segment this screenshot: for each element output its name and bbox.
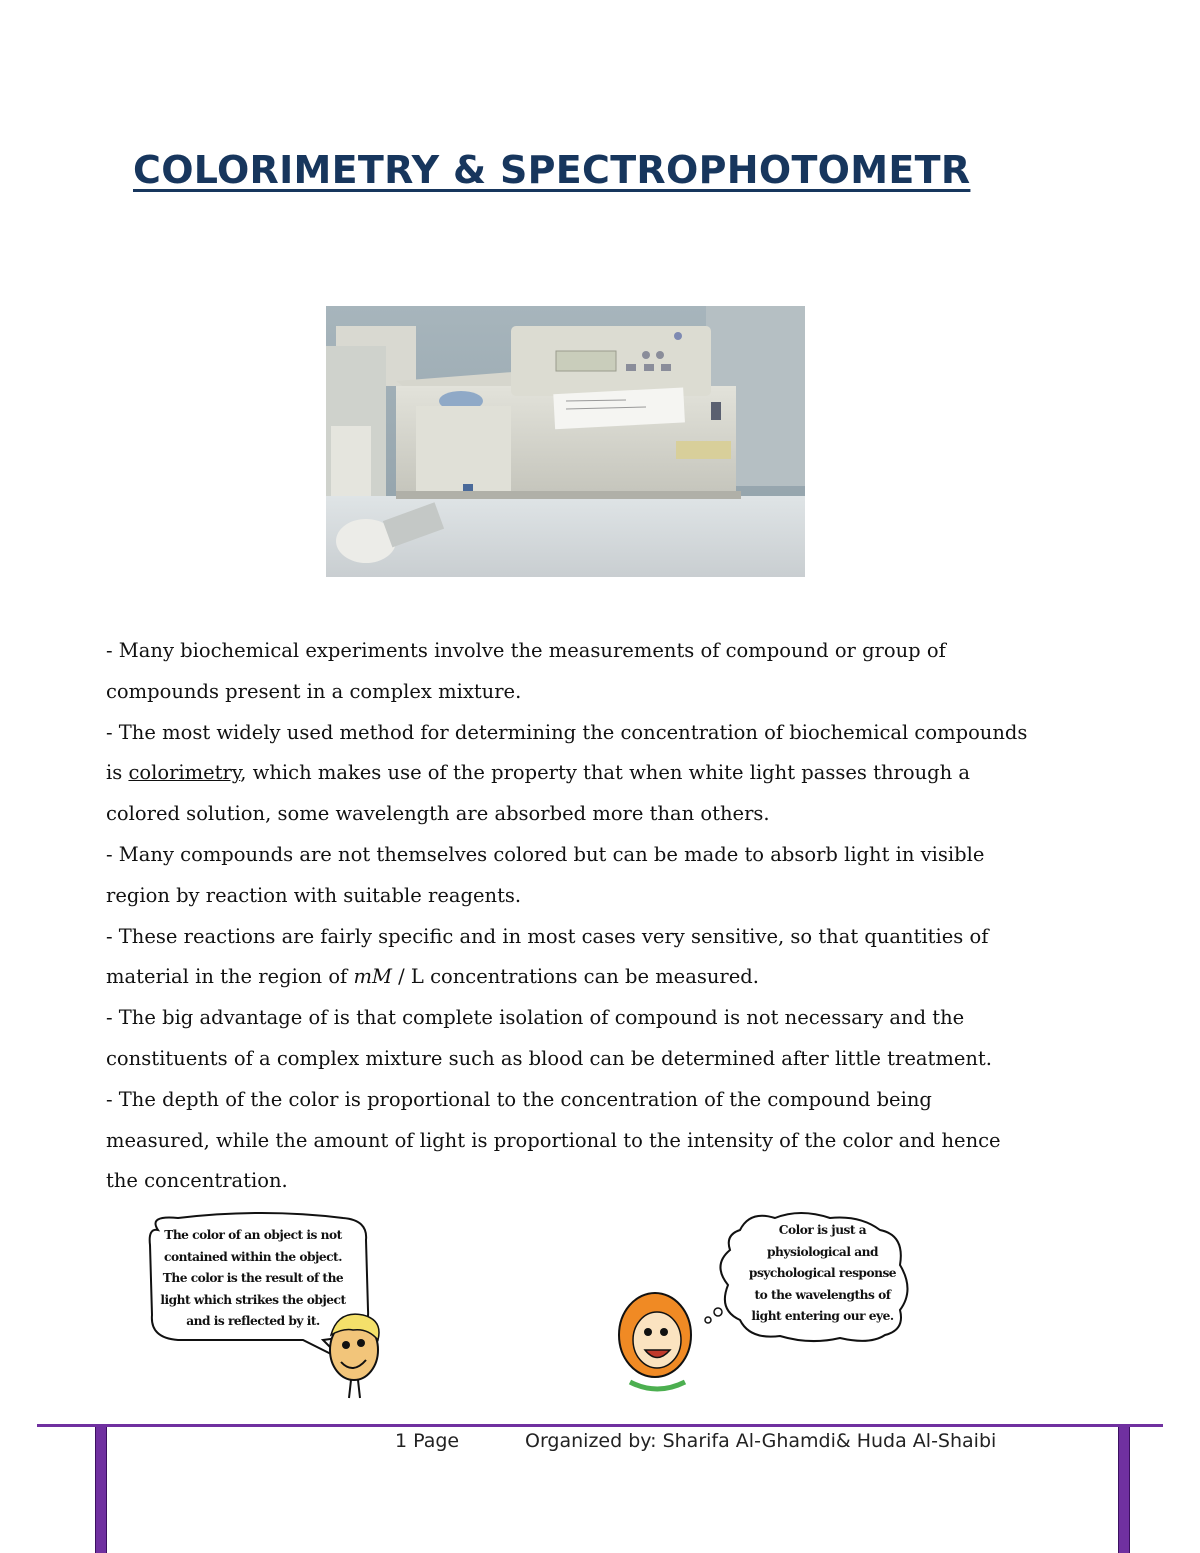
footer-page-number: 1 Page: [395, 1430, 460, 1452]
footer-left-pillar: [95, 1427, 107, 1553]
left-bubble-text: [148, 1225, 358, 1333]
right-bubble-line: to the wavelengths of: [754, 1287, 891, 1302]
paragraph-5: - The big advantage of is that complete isolation of compound is not necessary and the constituents of a complex mixture such as blood can be determined after little treatment.: [106, 1006, 992, 1070]
paragraph-2: [106, 713, 1036, 835]
paragraph-4: [106, 917, 1036, 999]
left-bubble-line: light which strikes the object: [160, 1292, 346, 1307]
right-bubble-text: [725, 1220, 920, 1328]
footer-rule: [37, 1424, 1163, 1427]
left-bubble-line: The color of an object is not: [164, 1228, 342, 1242]
footer-right-pillar: [1118, 1427, 1130, 1553]
right-bubble-line: psychological response: [748, 1266, 897, 1280]
left-bubble-line: The color is the result of the: [162, 1271, 344, 1285]
left-bubble-line: contained within the object.: [164, 1249, 342, 1264]
paragraph-1: - Many biochemical experiments involve the measurements of compound or group of compounds present in a complex mixture.: [106, 639, 946, 703]
colorimetry-term: colorimetry: [128, 761, 241, 785]
paragraph-4-after: / L concentrations can be measured.: [391, 965, 759, 989]
right-bubble-line: Color is just a: [778, 1223, 867, 1237]
paragraph-6: - The depth of the color is proportional to the concentration of the compound being measured, while the amount of light is proportional to the intensity of the color and hence the concentration.: [106, 1087, 1001, 1193]
body-text: [106, 631, 1036, 1202]
paragraph-3: - Many compounds are not themselves colored but can be made to absorb light in visible region by reaction with suitable reagents.: [106, 842, 985, 907]
left-bubble-line: and is reflected by it.: [186, 1314, 320, 1328]
right-bubble-line: light entering our eye.: [751, 1309, 894, 1323]
right-bubble-line: physiological and: [767, 1244, 878, 1259]
page-title: COLORIMETRY & SPECTROPHOTOMETR: [133, 148, 971, 192]
paragraph-2-before: - The most widely used method for determining the concentration of biochemical compounds is: [106, 720, 1028, 785]
paragraph-4-before: - These reactions are fairly specific and in most cases very sensitive, so that quantities of material in the region of: [106, 924, 989, 989]
spectrophotometer-photo: [326, 306, 805, 577]
paragraph-2-after: , which makes use of the property that when white light passes through a colored solution, some wavelength are absorbed more than others.: [106, 761, 971, 826]
girl-face-icon: [619, 1293, 691, 1389]
footer-organized-by: Organized by: Sharifa Al-Ghamdi& Huda Al-Shaibi: [525, 1430, 997, 1452]
mm-unit: mM: [353, 965, 392, 989]
